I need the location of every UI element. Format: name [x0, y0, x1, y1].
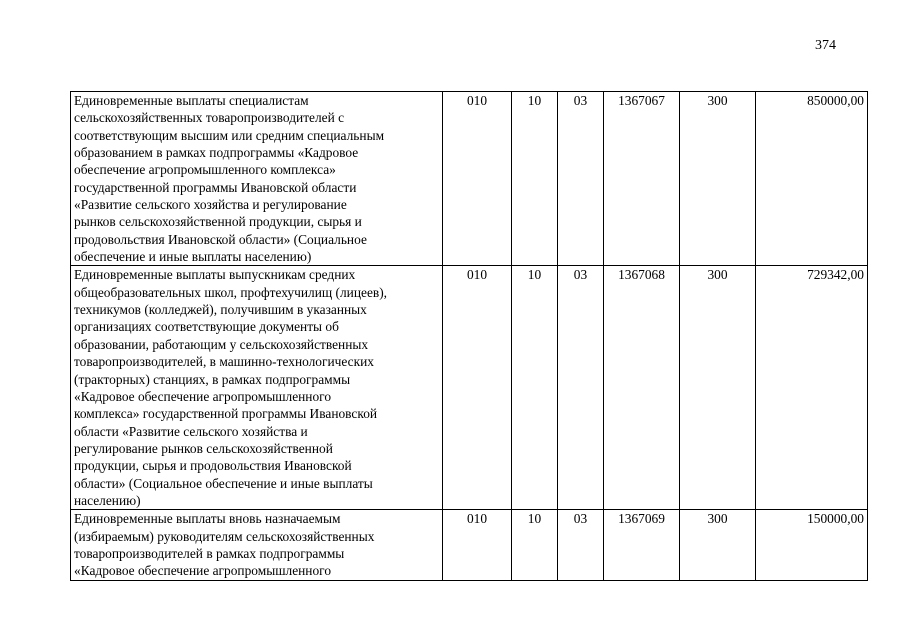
table-row: [71, 92, 868, 266]
expense-name-line: населению): [74, 492, 141, 508]
ministry-code-cell: 010: [443, 266, 512, 510]
expense-name-cell: [71, 510, 443, 581]
subsection-code-cell: 03: [558, 510, 604, 581]
target-article-cell: 1367068: [604, 266, 680, 510]
section-code-cell: 10: [512, 92, 558, 266]
expense-type-cell: 300: [680, 92, 756, 266]
expense-name-line: «Развитие сельского хозяйства и регулирование: [74, 197, 347, 213]
expense-name-line: сельскохозяйственных товаропроизводителей с: [74, 110, 345, 126]
expense-name-line: (избираемым) руководителям сельскохозяйственных: [74, 528, 375, 544]
subsection-code-cell: 03: [558, 92, 604, 266]
expense-name-line: общеобразовательных школ, профтехучилищ (лицеев),: [74, 284, 388, 300]
expense-name-line: регулирование рынков сельскохозяйственной: [74, 440, 333, 456]
expense-name-line: продовольствия Ивановской области» (Социальное: [74, 231, 367, 247]
amount-cell: 150000,00: [756, 510, 868, 581]
expense-name-line: (тракторных) станциях, в рамках подпрограммы: [74, 371, 351, 387]
expense-name-line: товаропроизводителей в рамках подпрограммы: [74, 546, 345, 562]
expense-name-line: соответствующим высшим или средним специальным: [74, 127, 385, 143]
expense-name-line: Единовременные выплаты специалистам: [74, 93, 309, 108]
expense-type-cell: 300: [680, 266, 756, 510]
expense-name-line: обеспечение и иные выплаты населению): [74, 249, 312, 265]
table-row: [71, 510, 868, 581]
expense-name-line: государственной программы Ивановской области: [74, 179, 357, 195]
expense-name-line: «Кадровое обеспечение агропромышленного: [74, 388, 332, 404]
amount-cell: 850000,00: [756, 92, 868, 266]
expense-name-line: области «Развитие сельского хозяйства и: [74, 423, 308, 439]
target-article-cell: 1367067: [604, 92, 680, 266]
expense-name-line: рынков сельскохозяйственной продукции, сырья и: [74, 214, 362, 230]
expense-type-cell: 300: [680, 510, 756, 581]
target-article-cell: 1367069: [604, 510, 680, 581]
expense-name-cell: [71, 92, 443, 266]
expense-name-line: Единовременные выплаты вновь назначаемым: [74, 511, 341, 527]
expense-name-line: продукции, сырья и продовольствия Ивановской: [74, 458, 352, 474]
expense-name-line: образовании, работающим у сельскохозяйственных: [74, 336, 369, 352]
expense-name-line: комплекса» государственной программы Ивановской: [74, 406, 378, 422]
amount-cell: 729342,00: [756, 266, 868, 510]
ministry-code-cell: 010: [443, 92, 512, 266]
expense-name-line: товаропроизводителей, в машинно-технологических: [74, 354, 374, 370]
page-number: 374: [815, 38, 836, 53]
ministry-code-cell: 010: [443, 510, 512, 581]
budget-table: [70, 91, 868, 581]
expense-name-line: организациях соответствующие документы об: [74, 319, 339, 335]
expense-name-line: обеспечение агропромышленного комплекса»: [74, 162, 336, 178]
section-code-cell: 10: [512, 510, 558, 581]
subsection-code-cell: 03: [558, 266, 604, 510]
expense-name-line: Единовременные выплаты выпускникам средних: [74, 267, 356, 283]
section-code-cell: 10: [512, 266, 558, 510]
table-row: [71, 266, 868, 510]
expense-name-cell: [71, 266, 443, 510]
expense-name-line: «Кадровое обеспечение агропромышленного: [74, 563, 332, 579]
expense-name-line: техникумов (колледжей), получившим в указанных: [74, 302, 367, 318]
expense-name-line: образованием в рамках подпрограммы «Кадровое: [74, 145, 359, 161]
expense-name-line: области» (Социальное обеспечение и иные выплаты: [74, 475, 373, 491]
